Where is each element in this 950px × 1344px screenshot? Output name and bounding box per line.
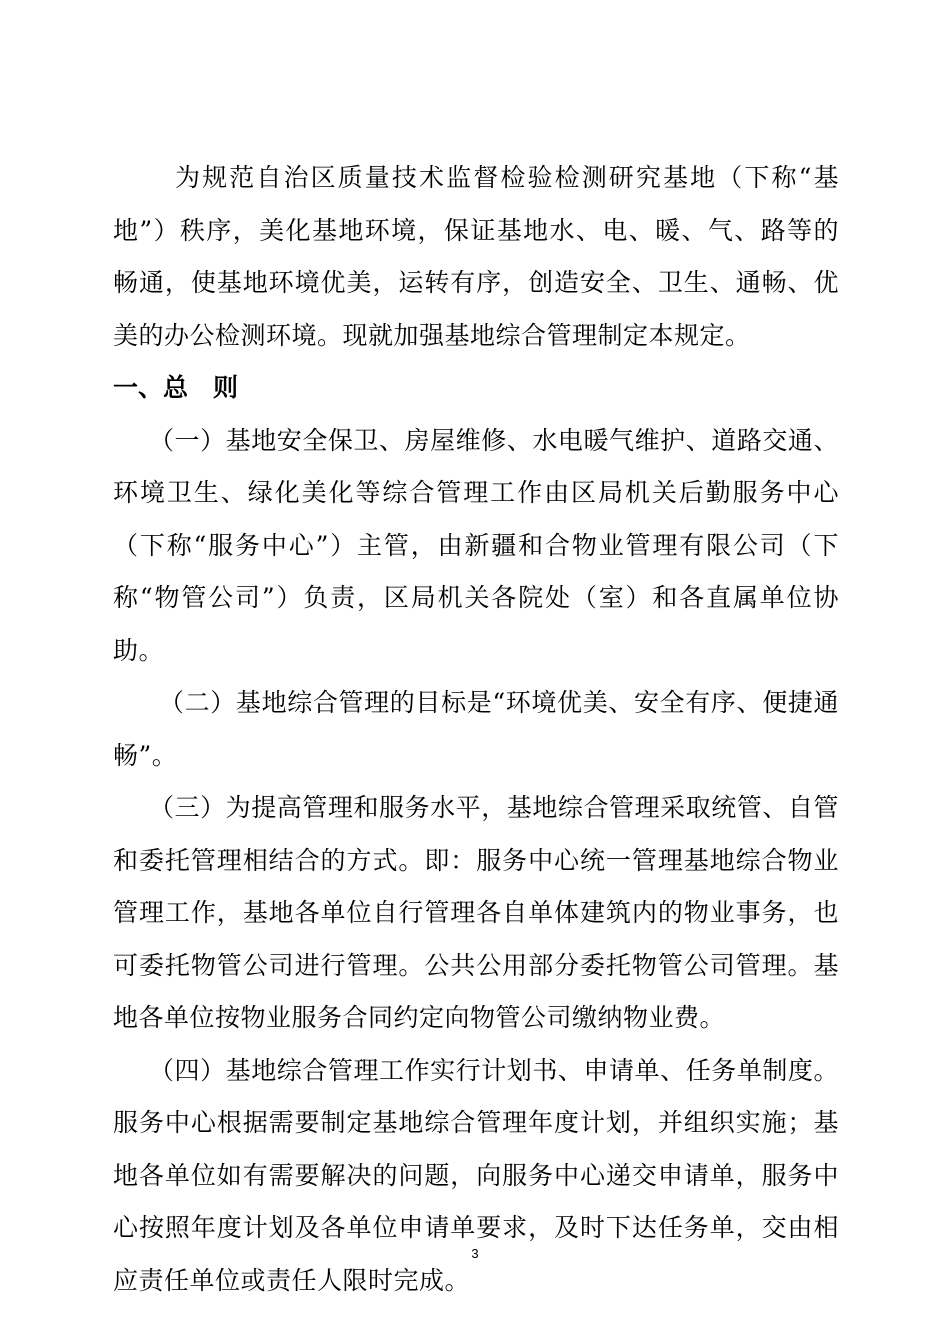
page-number: 3 bbox=[471, 1246, 479, 1261]
clause-paragraph-1: （一）基地安全保卫、房屋维修、水电暖气维护、道路交通、环境卫生、绿化美化等综合管理工作由区局机关后勤服务中心（下称“服务中心”）主管，由新疆和合物业管理有限公司（下称“物管公司”）负责，区局机关各院处（室）和各直属单位协助。 bbox=[113, 425, 839, 665]
document-page bbox=[113, 152, 839, 1307]
intro-paragraph: 为规范自治区质量技术监督检验检测研究基地（下称“基地”）秩序，美化基地环境，保证基地水、电、暖、气、路等的畅通，使基地环境优美，运转有序，创造安全、卫生、通畅、优美的办公检测环境。现就加强基地综合管理制定本规定。 bbox=[113, 163, 839, 350]
section-heading: 一、总 则 bbox=[113, 373, 239, 402]
clause-paragraph-3: （三）为提高管理和服务水平，基地综合管理采取统管、自管和委托管理相结合的方式。即：服务中心统一管理基地综合物业管理工作，基地各单位自行管理各自单体建筑内的物业事务，也可委托物管公司进行管理。公共公用部分委托物管公司管理。基地各单位按物业服务合同约定向物管公司缴纳物业费。 bbox=[113, 793, 839, 1032]
clause-paragraph-2: （二）基地综合管理的目标是“环境优美、安全有序、便捷通畅”。 bbox=[113, 688, 839, 770]
clause-paragraph-4: （四）基地综合管理工作实行计划书、申请单、任务单制度。服务中心根据需要制定基地综合管理年度计划，并组织实施；基地各单位如有需要解决的问题，向服务中心递交申请单，服务中心按照年度计划及各单位申请单要求，及时下达任务单，交由相应责任单位或责任人限时完成。 bbox=[113, 1055, 839, 1295]
